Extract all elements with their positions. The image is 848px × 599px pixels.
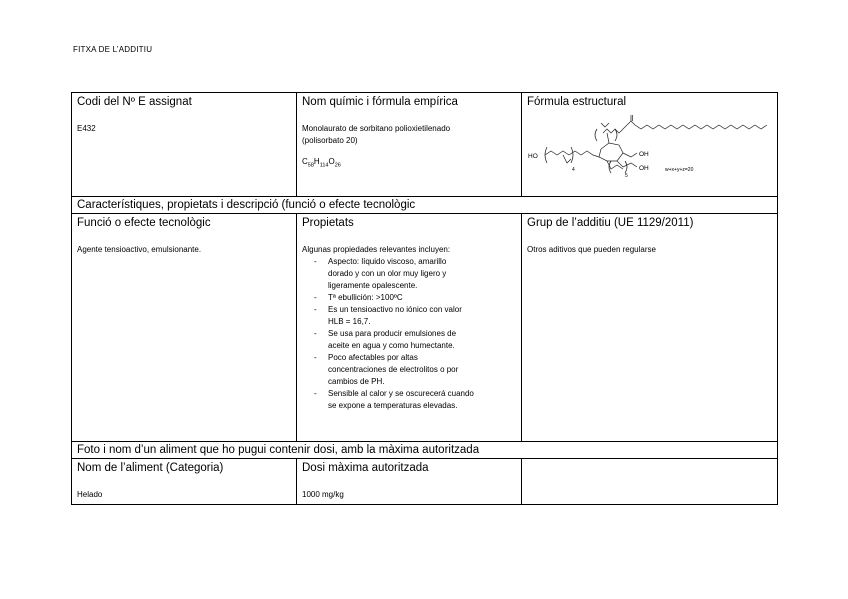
- identification-row: [72, 93, 778, 197]
- section-food-row: [72, 442, 778, 459]
- structural-formula-image: [527, 111, 771, 183]
- e-number-cell: [72, 93, 297, 197]
- structure-oh-label-2: OH: [639, 165, 649, 172]
- function-cell: [72, 214, 297, 442]
- chemical-name-cell: [297, 93, 522, 197]
- max-dose-header: Dosi màxima autoritzada: [302, 462, 429, 474]
- properties-list: [302, 256, 516, 412]
- food-name-cell: [72, 459, 297, 505]
- additive-sheet-table: [71, 92, 778, 505]
- properties-cell: [297, 214, 522, 442]
- structural-formula-cell: [522, 93, 778, 197]
- structure-subscript-4: 4: [572, 167, 575, 173]
- additive-group-value: Otros aditivos que pueden regularse: [527, 245, 656, 254]
- function-value: Agente tensioactivo, emulsionante.: [77, 245, 202, 254]
- e-number-header: Codi del Nº E assignat: [77, 96, 192, 108]
- property-item: - Es un tensioactivo no iónico con valor HLB = 16,7.: [316, 304, 516, 328]
- food-name-header: Nom de l’aliment (Categoria): [77, 462, 224, 474]
- structure-oh-label-1: OH: [639, 151, 649, 158]
- structure-subscript-5: 5: [625, 173, 628, 179]
- chemical-name-line1: Monolaurato de sorbitano polioxietilenado: [302, 124, 451, 133]
- property-item: - Aspecto: líquido viscoso, amarillo dorado y con un olor muy ligero y ligeramente opalescente.: [316, 256, 516, 292]
- section-food-title: Foto i nom d’un aliment que ho pugui contenir dosi, amb la màxima autoritzada: [72, 442, 778, 459]
- property-item: - Sensible al calor y se oscurecerá cuando se expone a temperaturas elevadas.: [316, 388, 516, 412]
- additive-group-cell: [522, 214, 778, 442]
- e-number-value: E432: [77, 124, 96, 133]
- additive-group-header: Grup de l’additiu (UE 1129/2011): [527, 217, 694, 229]
- chemical-name-line2: (polisorbato 20): [302, 136, 358, 145]
- properties-intro: Algunas propiedades relevantes incluyen:: [302, 245, 451, 254]
- property-item: - Poco afectables por altas concentraciones de electrolitos o por cambios de PH.: [316, 352, 516, 388]
- function-header: Funció o efecte tecnològic: [77, 217, 211, 229]
- section-characteristics-title: Característiques, propietats i descripció (funció o efecte tecnològic: [72, 197, 778, 214]
- max-dose-cell: [297, 459, 522, 505]
- food-row: [72, 459, 778, 505]
- property-item: - Tª ebullición: >100ºC: [316, 292, 516, 304]
- properties-row: [72, 214, 778, 442]
- structural-formula-header: Fórmula estructural: [527, 96, 627, 108]
- property-item: - Se usa para producir emulsiones de aceite en agua y como humectante.: [316, 328, 516, 352]
- food-name-value: Helado: [77, 490, 103, 499]
- empirical-formula: $C_{58}H_{114}O_{26}$: [302, 157, 341, 169]
- chemical-name-header: Nom químic i fórmula empírica: [302, 96, 458, 108]
- max-dose-value: 1000 mg/kg: [302, 490, 344, 499]
- document-title: FITXA DE L’ADDITIU: [73, 45, 153, 54]
- structure-sum-label: w+x+y+z=20: [665, 167, 694, 173]
- food-photo-cell: [522, 459, 778, 505]
- properties-header: Propietats: [302, 217, 354, 229]
- section-characteristics-row: [72, 197, 778, 214]
- structure-ho-label: HO: [528, 153, 538, 160]
